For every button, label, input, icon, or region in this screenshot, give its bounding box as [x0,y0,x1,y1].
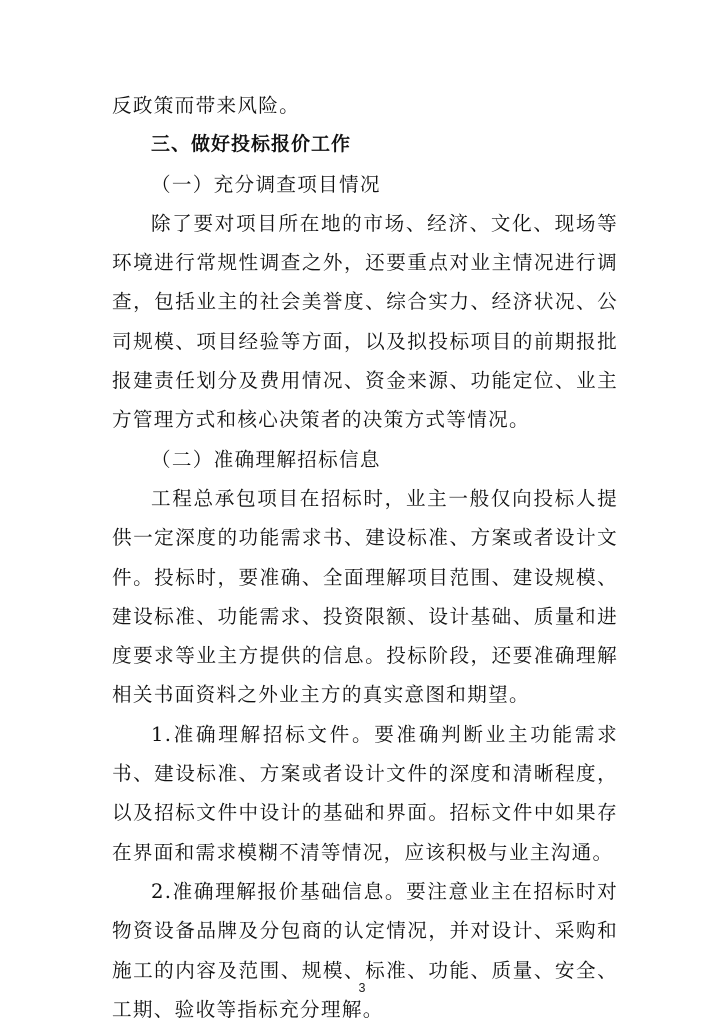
paragraph-item-1: 1.准确理解招标文件。要准确判断业主功能需求书、建设标准、方案或者设计文件的深度和清晰程度，以及招标文件中设计的基础和界面。招标文件中如果存在界面和需求模糊不清等情况，应该积极与业主沟通。 [112,722,618,864]
paragraph-investigation: 除了要对项目所在地的市场、经济、文化、现场等环境进行常规性调查之外，还要重点对业主情况进行调查，包括业主的社会美誉度、综合实力、经济状况、公司规模、项目经验等方面，以及拟投标项目的前期报批报建责任划分及费用情况、资金来源、功能定位、业主方管理方式和核心决策者的决策方式等情况。 [112,211,618,432]
section-heading: 三、做好投标报价工作 [151,133,352,156]
paragraph-continuation: 反政策而带来风险。 [112,94,301,117]
subsection-heading-2: （二）准确理解招标信息 [151,447,381,471]
subsection-heading-1: （一）充分调查项目情况 [151,172,381,196]
page-number: 3 [358,981,366,995]
body-text [112,86,618,1029]
paragraph-item-2: 2.准确理解报价基础信息。要注意业主在招标时对物资设备品牌及分包商的认定情况，并对设计、采购和施工的内容及范围、规模、标准、功能、质量、安全、工期、验收等指标充分理解。 [112,879,618,1021]
paragraph-tender-info: 工程总承包项目在招标时，业主一般仅向投标人提供一定深度的功能需求书、建设标准、方案或者设计文件。投标时，要准确、全面理解项目范围、建设规模、建设标准、功能需求、投资限额、设计基础、质量和进度要求等业主方提供的信息。投标阶段，还要准确理解相关书面资料之外业主方的真实意图和期望。 [112,486,618,707]
